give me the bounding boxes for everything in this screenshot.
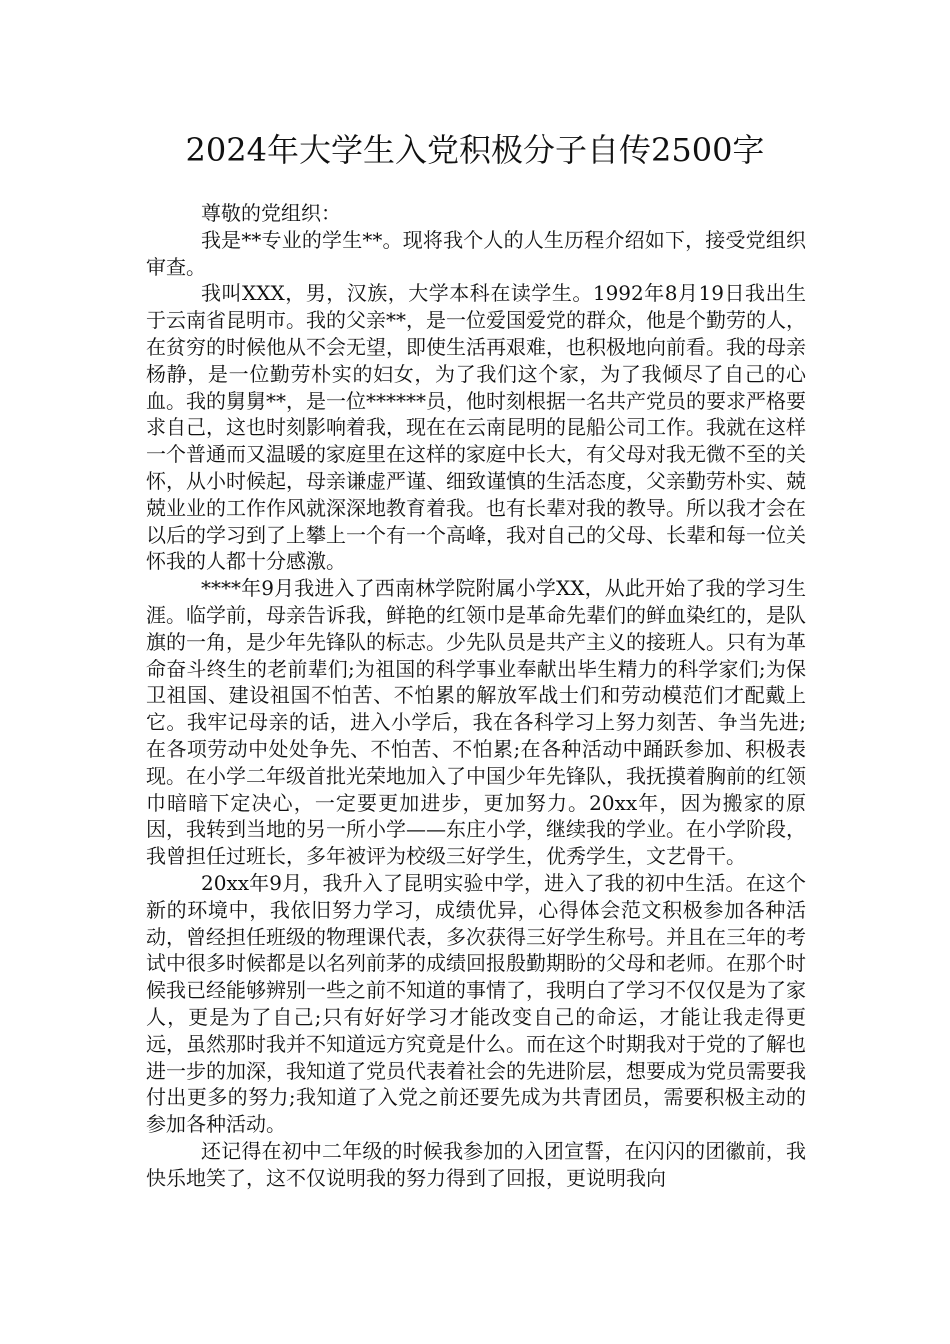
paragraph-family: 我叫XXX，男，汉族，大学本科在读学生。1992年8月19日我出生于云南省昆明市。我的父亲**，是一位爱国爱党的群众，他是个勤劳的人，在贫穷的时候他从不会无望，即使生活再艰难，也积极地向前看。我的母亲杨静，是一位勤劳朴实的妇女，为了我们这个家，为了我倾尽了自己的心血。我的舅舅**，是一位******员，他时刻根据一名共产党员的要求严格要求自己，这也时刻影响着我，现在在云南昆明的昆船公司工作。我就在这样一个普通而又温暖的家庭里在这样的家庭中长大，有父母对我无微不至的关怀，从小时候起，母亲谦虚严谨、细致谨慎的生活态度，父亲勤劳朴实、兢兢业业的工作作风就深深地教育着我。也有长辈对我的教导。所以我才会在以后的学习到了上攀上一个有一个高峰，我对自己的父母、长辈和每一位关怀我的人都十分感激。 bbox=[146, 281, 806, 574]
paragraph-primary-school: ****年9月我进入了西南林学院附属小学XX，从此开始了我的学习生涯。临学前，母亲告诉我，鲜艳的红领巾是革命先辈们的鲜血染红的，是队旗的一角，是少年先锋队的标志。少先队员是共产主义的接班人。只有为革命奋斗终生的老前辈们;为祖国的科学事业奉献出毕生精力的科学家们;为保卫祖国、建设祖国不怕苦、不怕累的解放军战士们和劳动模范们才配戴上它。我牢记母亲的话，进入小学后，我在各科学习上努力刻苦、争当先进;在各项劳动中处处争先、不怕苦、不怕累;在各种活动中踊跃参加、积极表现。在小学二年级首批光荣地加入了中国少年先锋队，我抚摸着胸前的红领巾暗暗下定决心，一定要更加进步，更加努力。20xx年，因为搬家的原因，我转到当地的另一所小学——东庄小学，继续我的学业。在小学阶段，我曾担任过班长，多年被评为校级三好学生，优秀学生，文艺骨干。 bbox=[146, 576, 806, 869]
paragraph-league-oath: 还记得在初中二年级的时候我参加的入团宣誓，在闪闪的团徽前，我快乐地笑了，这不仅说明我的努力得到了回报，更说明我向 bbox=[146, 1138, 806, 1190]
paragraph-middle-school: 20xx年9月，我升入了昆明实验中学，进入了我的初中生活。在这个新的环境中，我依旧努力学习，成绩优异，心得体会范文积极参加各种活动，曾经担任班级的物理课代表，多次获得三好学生称号。并且在三年的考试中很多时候都是以名列前茅的成绩回报殷勤期盼的父母和老师。在那个时候我已经能够辨别一些之前不知道的事情了，我明白了学习不仅仅是为了家人，更是为了自己;只有好好学习才能改变自己的命运，才能让我走得更远，虽然那时我并不知道远方究竟是什么。而在这个时期我对于党的了解也进一步的加深，我知道了党员代表着社会的先进阶层，想要成为党员需要我付出更多的努力;我知道了入党之前还要先成为共青团员，需要积极主动的参加各种活动。 bbox=[146, 870, 806, 1137]
paragraph-intro: 我是**专业的学生**。现将我个人的人生历程介绍如下，接受党组织审查。 bbox=[146, 227, 806, 279]
document-body bbox=[146, 200, 806, 1191]
document-title: 2024年大学生入党积极分子自传2500字 bbox=[185, 131, 765, 169]
salutation: 尊敬的党组织： bbox=[201, 201, 341, 225]
